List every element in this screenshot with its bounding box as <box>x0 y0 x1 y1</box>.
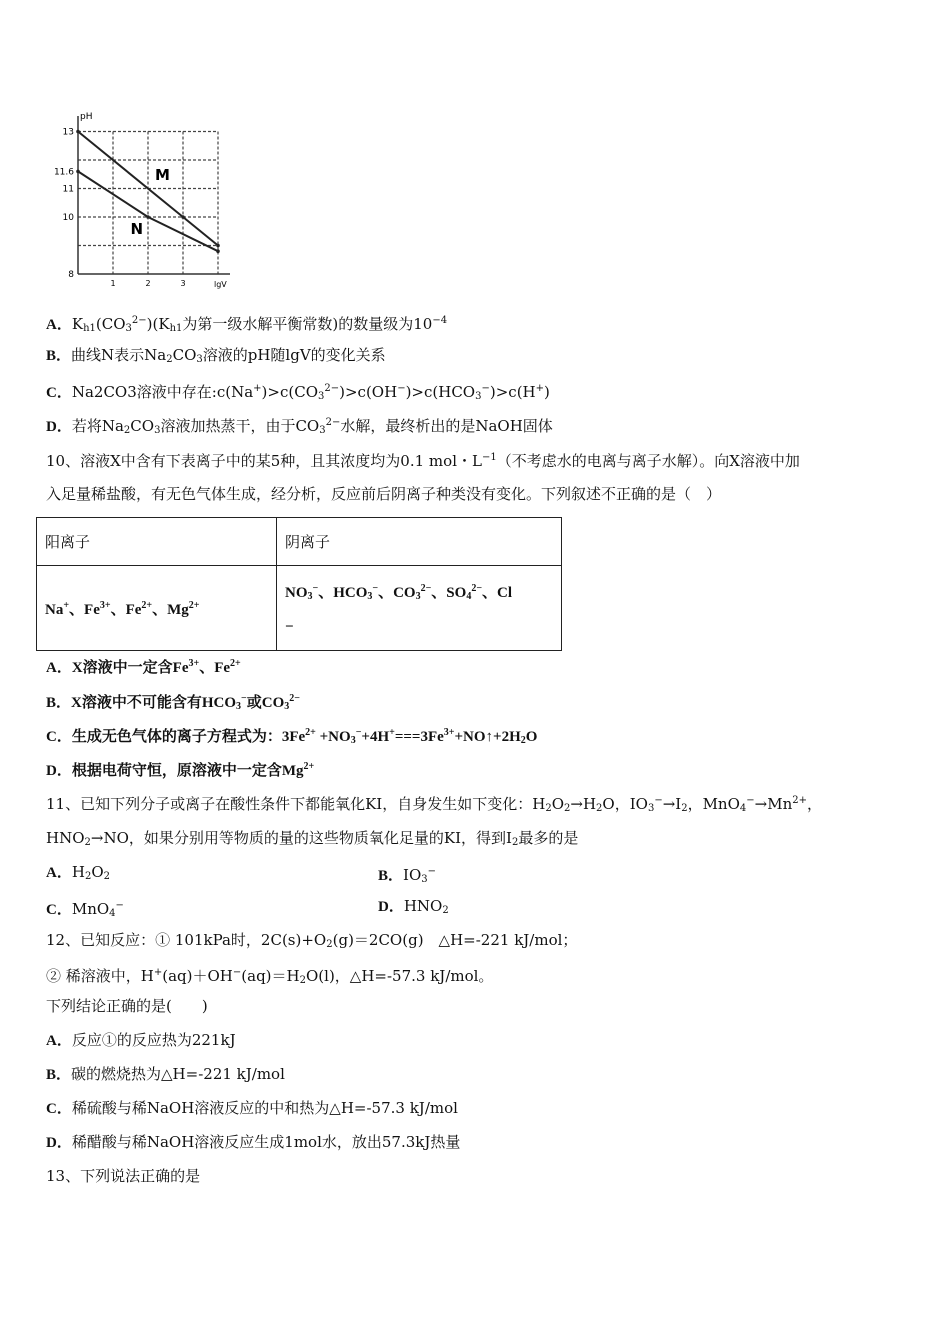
sub: h1 <box>83 323 96 334</box>
series-point-M <box>216 244 220 248</box>
text: )(K <box>146 315 170 333</box>
q9-option-b <box>46 345 386 370</box>
option-letter: D． <box>46 419 72 435</box>
sup: − <box>654 795 663 806</box>
sub: h1 <box>169 323 183 334</box>
text: →H <box>570 795 597 813</box>
q11-option-d <box>378 896 449 921</box>
series-point-N <box>146 215 150 219</box>
series-point-M <box>76 130 80 134</box>
sub: 2 <box>166 354 173 365</box>
series-point-N <box>76 170 80 174</box>
table-row <box>37 518 562 566</box>
sub: 3 <box>307 591 313 602</box>
option-letter: A． <box>46 317 72 333</box>
option-letter: B． <box>46 1067 72 1083</box>
sub: 2 <box>123 425 131 436</box>
text: O <box>551 795 564 813</box>
option-letter: C． <box>46 385 72 401</box>
sup: − <box>232 967 242 978</box>
series-point-M <box>181 215 185 219</box>
sub: 3 <box>647 803 655 814</box>
sup: − <box>115 900 124 911</box>
sub: 3 <box>284 701 290 712</box>
q11-stem-line2 <box>46 828 578 853</box>
text: 稀醋酸与稀NaOH溶液反应生成1mol水，放出57.3kJ热量 <box>71 1133 461 1151</box>
sub: 2 <box>520 735 526 746</box>
text: 水解，最终析出的是NaOH固体 <box>340 417 553 435</box>
q10-option-d <box>46 757 314 781</box>
sup: −4 <box>432 315 448 326</box>
sup: − <box>241 693 247 704</box>
q12-stem-line1 <box>46 930 577 955</box>
sub: 3 <box>318 391 325 402</box>
q12-option-d <box>46 1132 460 1153</box>
chart-axes <box>78 116 230 274</box>
x-tick-labels <box>110 279 185 288</box>
table-row <box>37 566 562 651</box>
text: 根据电荷守恒，原溶液中一定含Mg <box>71 763 304 779</box>
text: 碳的燃烧热为△H=-221 kJ/mol <box>71 1065 285 1083</box>
sup: + <box>389 727 395 738</box>
text: 、Fe <box>69 601 100 618</box>
sup: 2− <box>289 693 300 704</box>
text: 反应①的反应热为221kJ <box>71 1031 236 1049</box>
text: O，IO <box>602 795 648 813</box>
q11-option-b <box>378 862 436 890</box>
sup: 2+ <box>188 599 200 611</box>
text: ② 稀溶液中，H <box>46 967 154 985</box>
option-letter: D． <box>46 1135 72 1151</box>
text: K <box>71 315 84 333</box>
sub: 3 <box>367 591 373 602</box>
text: 11、已知下列分子或离子在酸性条件下都能氧化KI，自身发生如下变化：H <box>46 795 546 813</box>
q9-option-c <box>46 379 550 407</box>
q11-stem-line1 <box>46 791 822 819</box>
q13-stem-line1: 13、下列说法正确的是 <box>46 1167 201 1185</box>
text: (CO <box>95 315 126 333</box>
text: CO <box>172 346 197 364</box>
q9-option-a <box>46 311 447 339</box>
text: )>c(H <box>489 383 536 401</box>
text: 若将Na <box>71 417 124 435</box>
header-cation: 阳离子 <box>37 518 277 566</box>
sub: 2 <box>326 939 333 950</box>
text: (aq)＋OH <box>162 967 233 985</box>
sub: 4 <box>739 803 747 814</box>
sub: 2 <box>84 871 92 882</box>
text: ) <box>544 383 550 401</box>
text: 入足量稀盐酸，有无色气体生成，经分析，反应前后阴离子种类没有变化。下列叙述不正确的是（ ） <box>46 485 722 503</box>
text: 溶液的pH随lgV的变化关系 <box>202 346 386 364</box>
option-letter: A． <box>46 865 72 881</box>
sub: 2 <box>442 905 449 916</box>
text: （不考虑水的电离与离子水解）。向X溶液中加 <box>496 452 800 470</box>
sup: −1 <box>481 452 497 463</box>
q10-stem-line2 <box>46 484 721 504</box>
option-letter: A． <box>46 1033 72 1049</box>
text: 、Fe <box>110 601 142 618</box>
text: 为第一级水解平衡常数)的数量级为10 <box>182 315 433 333</box>
text: 曲线N表示Na <box>71 346 167 364</box>
q11-option-c <box>46 896 124 924</box>
series-label-N: N <box>130 220 144 239</box>
text: CO <box>130 417 155 435</box>
sup: − <box>481 383 490 394</box>
cell-cations <box>37 566 277 651</box>
sup: 2− <box>420 583 432 594</box>
option-letter: C． <box>46 1101 72 1117</box>
sup: 2− <box>131 315 147 326</box>
q9-option-d <box>46 413 553 441</box>
text: (g)＝2CO(g) △H=-221 kJ/mol； <box>332 931 578 949</box>
text: +NO↑+2H <box>454 729 521 745</box>
sup: − <box>355 727 362 738</box>
cell-anions <box>277 566 562 651</box>
sub: 3 <box>475 391 482 402</box>
sub: 3 <box>415 591 421 602</box>
sub: 3 <box>196 354 203 365</box>
text: ===3Fe <box>394 729 444 745</box>
text: ， <box>807 795 823 813</box>
q12-option-c <box>46 1098 458 1119</box>
text: 12、已知反应：① 101kPa时，2C(s)+O <box>46 931 327 949</box>
text: 、HCO <box>318 585 368 601</box>
y-tick-label: 13 <box>62 127 74 138</box>
text: IO <box>403 866 422 884</box>
sup: 2− <box>325 417 341 428</box>
text: )>c(CO <box>261 383 318 401</box>
chart-grid <box>78 132 218 275</box>
q10-option-a <box>46 654 241 678</box>
y-tick-label: 11 <box>62 184 74 195</box>
sup: 2− <box>324 383 340 394</box>
text: MnO <box>71 900 110 918</box>
option-letter: C． <box>46 729 72 745</box>
sub: 2 <box>681 803 688 814</box>
q10-stem-line1 <box>46 448 800 471</box>
text: +NO <box>315 729 351 745</box>
sub: 4 <box>109 908 116 919</box>
option-letter: B． <box>46 348 72 364</box>
option-letter: C． <box>46 902 72 918</box>
sub: 2 <box>84 837 91 848</box>
sup: 2+ <box>305 727 316 738</box>
sup: + <box>535 383 545 394</box>
y-tick-label: 10 <box>62 213 74 223</box>
series-point-N <box>216 249 220 253</box>
series-label-M: M <box>155 165 170 184</box>
sup: 2+ <box>792 795 808 806</box>
text: X溶液中不可能含有HCO <box>71 695 237 711</box>
sub: 2 <box>103 871 110 882</box>
text: HNO <box>46 829 85 847</box>
sup: 3+ <box>443 727 455 738</box>
text: (aq)＝H <box>241 967 300 985</box>
text: Na <box>45 601 64 618</box>
text: − <box>285 619 294 635</box>
text: 稀硫酸与稀NaOH溶液反应的中和热为△H=-57.3 kJ/mol <box>71 1099 458 1117</box>
sup: 2− <box>471 583 483 594</box>
text: 最多的是 <box>518 829 579 847</box>
sub: 2 <box>564 803 571 814</box>
sup: 3+ <box>99 599 111 611</box>
x-tick-label: 1 <box>110 279 116 288</box>
text: →Mn <box>754 795 793 813</box>
sup: 2+ <box>303 761 315 772</box>
q10-option-b <box>46 689 300 717</box>
text: 10、溶液X中含有下表离子中的某5种，且其浓度均为0.1 mol・L <box>46 452 482 470</box>
text: →NO，如果分别用等物质的量的这些物质氧化足量的KI，得到I <box>90 829 512 847</box>
sub: 4 <box>466 591 472 602</box>
sub: 3 <box>421 874 428 885</box>
option-letter: D． <box>46 763 72 779</box>
text: H <box>71 863 85 881</box>
text: 、SO <box>431 585 467 601</box>
sub: 2 <box>511 837 519 848</box>
sup: + <box>63 599 70 611</box>
ion-table <box>36 517 562 651</box>
q12-stem-line3: 下列结论正确的是( ) <box>46 997 208 1015</box>
sup: + <box>253 383 262 394</box>
option-letter: D． <box>378 899 404 915</box>
text: 、Mg <box>152 601 189 618</box>
header-anion: 阴离子 <box>277 518 562 566</box>
x-axis-label: lgV <box>214 280 227 289</box>
sup: 3+ <box>188 658 200 669</box>
text: )>c(HCO <box>405 383 476 401</box>
y-axis-label: pH <box>80 112 93 122</box>
text: O <box>525 729 538 745</box>
option-letter: A． <box>46 660 72 676</box>
text: ，MnO <box>687 795 740 813</box>
q12-option-b <box>46 1064 285 1085</box>
x-tick-label: 3 <box>180 279 186 288</box>
text: 或CO <box>246 695 285 711</box>
option-letter: B． <box>378 868 404 884</box>
sub: 2 <box>596 803 603 814</box>
text: O <box>91 863 104 881</box>
text: )>c(OH <box>339 383 398 401</box>
text: X溶液中一定含Fe <box>71 660 189 676</box>
text: 、Fe <box>199 660 231 676</box>
y-tick-labels <box>54 128 74 281</box>
sup: − <box>427 866 437 877</box>
text: HNO <box>403 897 443 915</box>
text: O(l)，△H=-57.3 kJ/mol。 <box>306 967 494 985</box>
sup: 2+ <box>141 599 153 611</box>
y-tick-label: 8 <box>68 270 74 280</box>
q12-option-a <box>46 1030 236 1051</box>
sub: 2 <box>545 803 552 814</box>
text: +4H <box>361 729 390 745</box>
x-tick-label: 2 <box>145 279 151 288</box>
ph-lgv-chart <box>40 102 250 297</box>
sup: − <box>312 583 319 594</box>
sup: − <box>397 383 406 394</box>
q10-option-c <box>46 723 537 751</box>
sub: 2 <box>299 975 306 986</box>
sub: 3 <box>319 425 326 436</box>
sup: − <box>746 795 755 806</box>
q11-option-a <box>46 862 110 887</box>
sub: 3 <box>350 735 356 746</box>
sub: 3 <box>125 323 132 334</box>
text: 溶液加热蒸干，由于CO <box>160 417 320 435</box>
text: →I <box>662 795 682 813</box>
text: 、CO <box>378 585 416 601</box>
sub: 3 <box>154 425 161 436</box>
sup: + <box>153 967 163 978</box>
sub: 3 <box>236 701 242 712</box>
text: 、Cl <box>482 585 513 601</box>
sup: − <box>372 583 379 594</box>
text: NO <box>285 585 308 601</box>
q12-stem-line2 <box>46 963 493 991</box>
option-letter: B． <box>46 695 72 711</box>
sup: 2+ <box>230 658 241 669</box>
y-tick-label: 11.6 <box>53 167 74 178</box>
text: Na2CO3溶液中存在:c(Na <box>71 383 254 401</box>
text: 生成无色气体的离子方程式为：3Fe <box>71 729 306 745</box>
